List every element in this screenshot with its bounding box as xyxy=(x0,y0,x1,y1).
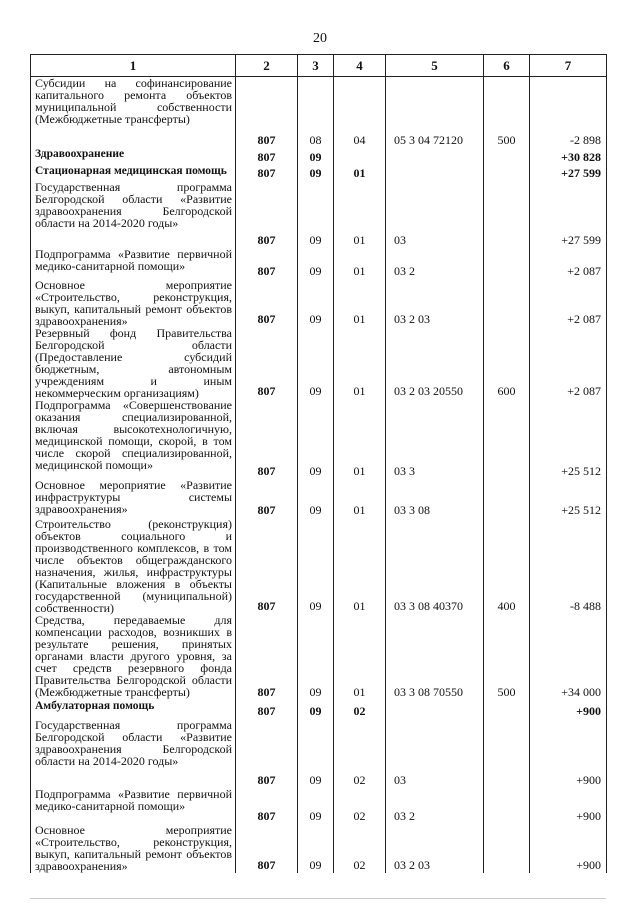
cell-target-article xyxy=(386,148,484,165)
cell-subsection xyxy=(334,399,386,479)
cell-target-article xyxy=(386,248,484,279)
cell-code-value: 807 xyxy=(257,165,276,180)
col-header-6: 6 xyxy=(484,55,530,77)
cell-subsection xyxy=(334,279,386,327)
cell-subsection-value: 02 xyxy=(353,703,366,718)
cell-code xyxy=(236,518,298,614)
cell-amount xyxy=(530,327,607,399)
cell-target-article xyxy=(386,77,484,148)
page-number: 20 xyxy=(313,31,327,46)
cell-subsection xyxy=(334,327,386,399)
cell-code xyxy=(236,479,298,518)
cell-code xyxy=(236,788,298,824)
cell-code xyxy=(236,700,298,719)
cell-amount xyxy=(530,279,607,327)
cell-subsection-value: 01 xyxy=(353,165,366,180)
col-header-7: 7 xyxy=(530,55,607,77)
cell-expense-type xyxy=(484,181,530,248)
cell-code-value: 807 xyxy=(257,263,276,278)
cell-subsection-value: 04 xyxy=(353,132,366,147)
cell-target-article xyxy=(386,479,484,518)
cell-subsection-value: 02 xyxy=(353,857,366,872)
cell-code-value: 807 xyxy=(257,808,276,823)
cell-amount-value: +2 087 xyxy=(567,311,601,326)
cell-subsection-value: 02 xyxy=(353,808,366,823)
cell-subsection xyxy=(334,248,386,279)
cell-code xyxy=(236,824,298,873)
col-header-5: 5 xyxy=(386,55,484,77)
cell-target-article-value: 03 2 03 xyxy=(394,311,430,326)
cell-subsection xyxy=(334,518,386,614)
cell-section-value: 09 xyxy=(309,598,322,613)
budget-table xyxy=(30,54,607,873)
cell-amount xyxy=(530,518,607,614)
cell-section xyxy=(298,614,334,700)
cell-code-value: 807 xyxy=(257,772,276,787)
row-description: Подпрограмма «Развитие первичной медико-санитарной помощи» xyxy=(31,248,236,279)
row-description: Средства, передаваемые для компенсации расходов, возникших в результате решения, принятых органами власти другого уровня, за счет средств резервного фонда Правительства Белгородской области (Межбюджетные трансферты) xyxy=(31,614,236,700)
table-row xyxy=(31,148,607,165)
cell-code xyxy=(236,77,298,148)
cell-subsection-value: 01 xyxy=(353,383,366,398)
cell-amount-value: +900 xyxy=(576,857,601,872)
cell-amount-value: -8 488 xyxy=(570,598,601,613)
cell-code-value: 807 xyxy=(257,132,276,147)
cell-code-value: 807 xyxy=(257,684,276,699)
table-header-row xyxy=(31,55,607,77)
cell-amount xyxy=(530,165,607,181)
cell-expense-type-value xyxy=(484,871,529,873)
cell-code-value: 807 xyxy=(257,703,276,718)
cell-target-article-value: 03 xyxy=(394,232,406,247)
cell-section xyxy=(298,788,334,824)
cell-target-article-value: 05 3 04 72120 xyxy=(394,132,463,147)
cell-code-value: 807 xyxy=(257,232,276,247)
cell-section xyxy=(298,399,334,479)
cell-amount-value: +900 xyxy=(576,703,601,718)
cell-expense-type-value: 400 xyxy=(497,598,516,613)
row-description: Государственная программа Белгородской области «Развитие здравоохранения Белгородской области на 2014-2020 годы» xyxy=(31,719,236,788)
cell-amount xyxy=(530,148,607,165)
cell-amount xyxy=(530,719,607,788)
cell-code-value: 807 xyxy=(257,463,276,478)
cell-amount xyxy=(530,479,607,518)
row-description: Субсидии на софинансирование капитального ремонта объектов муниципальной собственности (Межбюджетные трансферты) xyxy=(31,77,236,148)
col-header-1: 1 xyxy=(31,55,236,77)
cell-target-article xyxy=(386,824,484,873)
table-row xyxy=(31,824,607,873)
cell-code xyxy=(236,148,298,165)
cell-section-value: 09 xyxy=(309,311,322,326)
cell-code xyxy=(236,399,298,479)
cell-target-article-value: 03 3 08 xyxy=(394,502,430,517)
cell-amount xyxy=(530,399,607,479)
cell-section-value: 09 xyxy=(309,703,322,718)
cell-target-article xyxy=(386,165,484,181)
cell-amount-value: +2 087 xyxy=(567,263,601,278)
cell-subsection-value: 02 xyxy=(353,772,366,787)
cell-subsection-value: 01 xyxy=(353,684,366,699)
cell-expense-type xyxy=(484,479,530,518)
cell-amount-value: +30 828 xyxy=(561,149,601,164)
cell-section xyxy=(298,279,334,327)
cell-section-value: 09 xyxy=(309,149,322,164)
cell-target-article xyxy=(386,518,484,614)
cell-expense-type xyxy=(484,77,530,148)
row-description: Резервный фонд Правительства Белгородской области (Предоставление субсидий бюджетным, автономным учреждениям и иным некоммерческим организациям) xyxy=(31,327,236,399)
table-row xyxy=(31,719,607,788)
cell-amount xyxy=(530,824,607,873)
cell-subsection-value: 01 xyxy=(353,463,366,478)
cell-section-value: 08 xyxy=(309,132,322,147)
cell-subsection xyxy=(334,700,386,719)
cell-amount-value: +34 000 xyxy=(561,684,601,699)
cell-code-value: 807 xyxy=(257,502,276,517)
row-description: Основное мероприятие «Строительство, реконструкция, выкуп, капитальный ремонт объектов здравоохранения» xyxy=(31,824,236,873)
cell-subsection xyxy=(334,165,386,181)
cell-amount-value: +27 599 xyxy=(561,232,601,247)
cell-target-article-value: 03 3 08 70550 xyxy=(394,684,463,699)
col-header-4: 4 xyxy=(334,55,386,77)
cell-expense-type xyxy=(484,518,530,614)
cell-code xyxy=(236,614,298,700)
cell-section-value: 09 xyxy=(309,232,322,247)
cell-expense-type xyxy=(484,165,530,181)
table-row xyxy=(31,77,607,148)
cell-subsection xyxy=(334,181,386,248)
cell-subsection-value: 01 xyxy=(353,502,366,517)
table-row xyxy=(31,614,607,700)
row-description: Здравоохранение xyxy=(31,148,236,165)
cell-subsection xyxy=(334,614,386,700)
cell-code-value: 807 xyxy=(257,857,276,872)
cell-target-article-value: 03 2 03 xyxy=(394,857,430,872)
row-description: Основное мероприятие «Развитие инфраструктуры системы здравоохранения» xyxy=(31,479,236,518)
row-description: Подпрограмма «Совершенствование оказания специализированной, включая высокотехнологичную, медицинской помощи, скорой, в том числе скорой специализированной, медицинской помощи» xyxy=(31,399,236,479)
cell-target-article-value: 03 2 03 20550 xyxy=(394,383,463,398)
cell-section xyxy=(298,77,334,148)
cell-amount xyxy=(530,700,607,719)
table-row xyxy=(31,518,607,614)
cell-subsection xyxy=(334,824,386,873)
cell-section-value: 09 xyxy=(309,684,322,699)
row-description: Государственная программа Белгородской области «Развитие здравоохранения Белгородской области на 2014-2020 годы» xyxy=(31,181,236,248)
cell-target-article xyxy=(386,788,484,824)
cell-subsection xyxy=(334,788,386,824)
row-description: Строительство (реконструкция) объектов социального и производственного комплексов, в том числе объектов общегражданского назначения, жилья, инфраструктуры (Капитальные вложения в объекты государственной (муниципальной) собственности) xyxy=(31,518,236,614)
cell-subsection xyxy=(334,719,386,788)
cell-amount-value: -2 898 xyxy=(570,132,601,147)
cell-target-article-value: 03 3 xyxy=(394,463,415,478)
row-description: Основное мероприятие «Строительство, реконструкция, выкуп, капитальный ремонт объектов здравоохранения» xyxy=(31,279,236,327)
cell-section xyxy=(298,479,334,518)
table-row xyxy=(31,248,607,279)
cell-expense-type xyxy=(484,327,530,399)
cell-section-value: 09 xyxy=(309,165,322,180)
cell-expense-type xyxy=(484,788,530,824)
cell-amount xyxy=(530,788,607,824)
table-row xyxy=(31,327,607,399)
cell-expense-type-value: 600 xyxy=(497,383,516,398)
cell-code-value: 807 xyxy=(257,598,276,613)
cell-amount-value: +27 599 xyxy=(561,165,601,180)
cell-code xyxy=(236,327,298,399)
cell-section xyxy=(298,719,334,788)
cell-amount xyxy=(530,248,607,279)
cell-section-value: 09 xyxy=(309,463,322,478)
cell-amount-value: +25 512 xyxy=(561,502,601,517)
cell-section xyxy=(298,165,334,181)
cell-subsection-value: 01 xyxy=(353,263,366,278)
cell-section-value: 09 xyxy=(309,263,322,278)
cell-target-article-value: 03 xyxy=(394,772,406,787)
cell-expense-type xyxy=(484,148,530,165)
cell-amount xyxy=(530,77,607,148)
cell-expense-type xyxy=(484,279,530,327)
cell-target-article xyxy=(386,327,484,399)
cell-subsection xyxy=(334,479,386,518)
cell-subsection-value: 01 xyxy=(353,232,366,247)
cell-code-value: 807 xyxy=(257,383,276,398)
cell-expense-type xyxy=(484,248,530,279)
cell-section-value: 09 xyxy=(309,502,322,517)
cell-subsection-value: 01 xyxy=(353,598,366,613)
table-row xyxy=(31,399,607,479)
cell-target-article-value: 03 2 xyxy=(394,808,415,823)
cell-target-article-value: 03 3 08 40370 xyxy=(394,598,463,613)
cell-section xyxy=(298,327,334,399)
cell-expense-type xyxy=(484,719,530,788)
table-row xyxy=(31,181,607,248)
cell-section xyxy=(298,518,334,614)
cell-code xyxy=(236,248,298,279)
table-row xyxy=(31,279,607,327)
cell-section-value: 09 xyxy=(309,772,322,787)
cell-code xyxy=(236,165,298,181)
cell-target-article xyxy=(386,614,484,700)
cell-target-article-value: 03 2 xyxy=(394,263,415,278)
cell-section xyxy=(298,181,334,248)
bottom-rule xyxy=(30,898,606,899)
cell-code xyxy=(236,719,298,788)
cell-target-article xyxy=(386,700,484,719)
row-description: Амбулаторная помощь xyxy=(31,700,236,719)
cell-section-value: 09 xyxy=(309,808,322,823)
cell-section-value: 09 xyxy=(309,383,322,398)
row-description: Стационарная медицинская помощь xyxy=(31,165,236,181)
cell-code-value: 807 xyxy=(257,311,276,326)
cell-subsection xyxy=(334,148,386,165)
col-header-3: 3 xyxy=(298,55,334,77)
cell-amount-value: +900 xyxy=(576,808,601,823)
cell-section xyxy=(298,824,334,873)
cell-subsection xyxy=(334,77,386,148)
cell-amount xyxy=(530,614,607,700)
cell-section xyxy=(298,700,334,719)
cell-expense-type xyxy=(484,399,530,479)
cell-expense-type xyxy=(484,824,530,873)
table-row xyxy=(31,479,607,518)
cell-subsection-value: 01 xyxy=(353,311,366,326)
cell-amount xyxy=(530,181,607,248)
row-description: Подпрограмма «Развитие первичной медико-санитарной помощи» xyxy=(31,788,236,824)
cell-target-article xyxy=(386,399,484,479)
cell-expense-type-value: 500 xyxy=(497,684,516,699)
cell-expense-type xyxy=(484,700,530,719)
cell-target-article xyxy=(386,719,484,788)
cell-amount-value: +900 xyxy=(576,772,601,787)
cell-target-article xyxy=(386,181,484,248)
cell-code xyxy=(236,279,298,327)
cell-code-value: 807 xyxy=(257,149,276,164)
cell-section xyxy=(298,248,334,279)
cell-target-article xyxy=(386,279,484,327)
cell-expense-type-value: 500 xyxy=(497,132,516,147)
cell-expense-type xyxy=(484,614,530,700)
cell-code xyxy=(236,181,298,248)
cell-section-value: 09 xyxy=(309,857,322,872)
table-row xyxy=(31,788,607,824)
cell-amount-value: +25 512 xyxy=(561,463,601,478)
table-row xyxy=(31,165,607,181)
cell-amount-value: +2 087 xyxy=(567,383,601,398)
col-header-2: 2 xyxy=(236,55,298,77)
cell-section xyxy=(298,148,334,165)
table-row xyxy=(31,700,607,719)
